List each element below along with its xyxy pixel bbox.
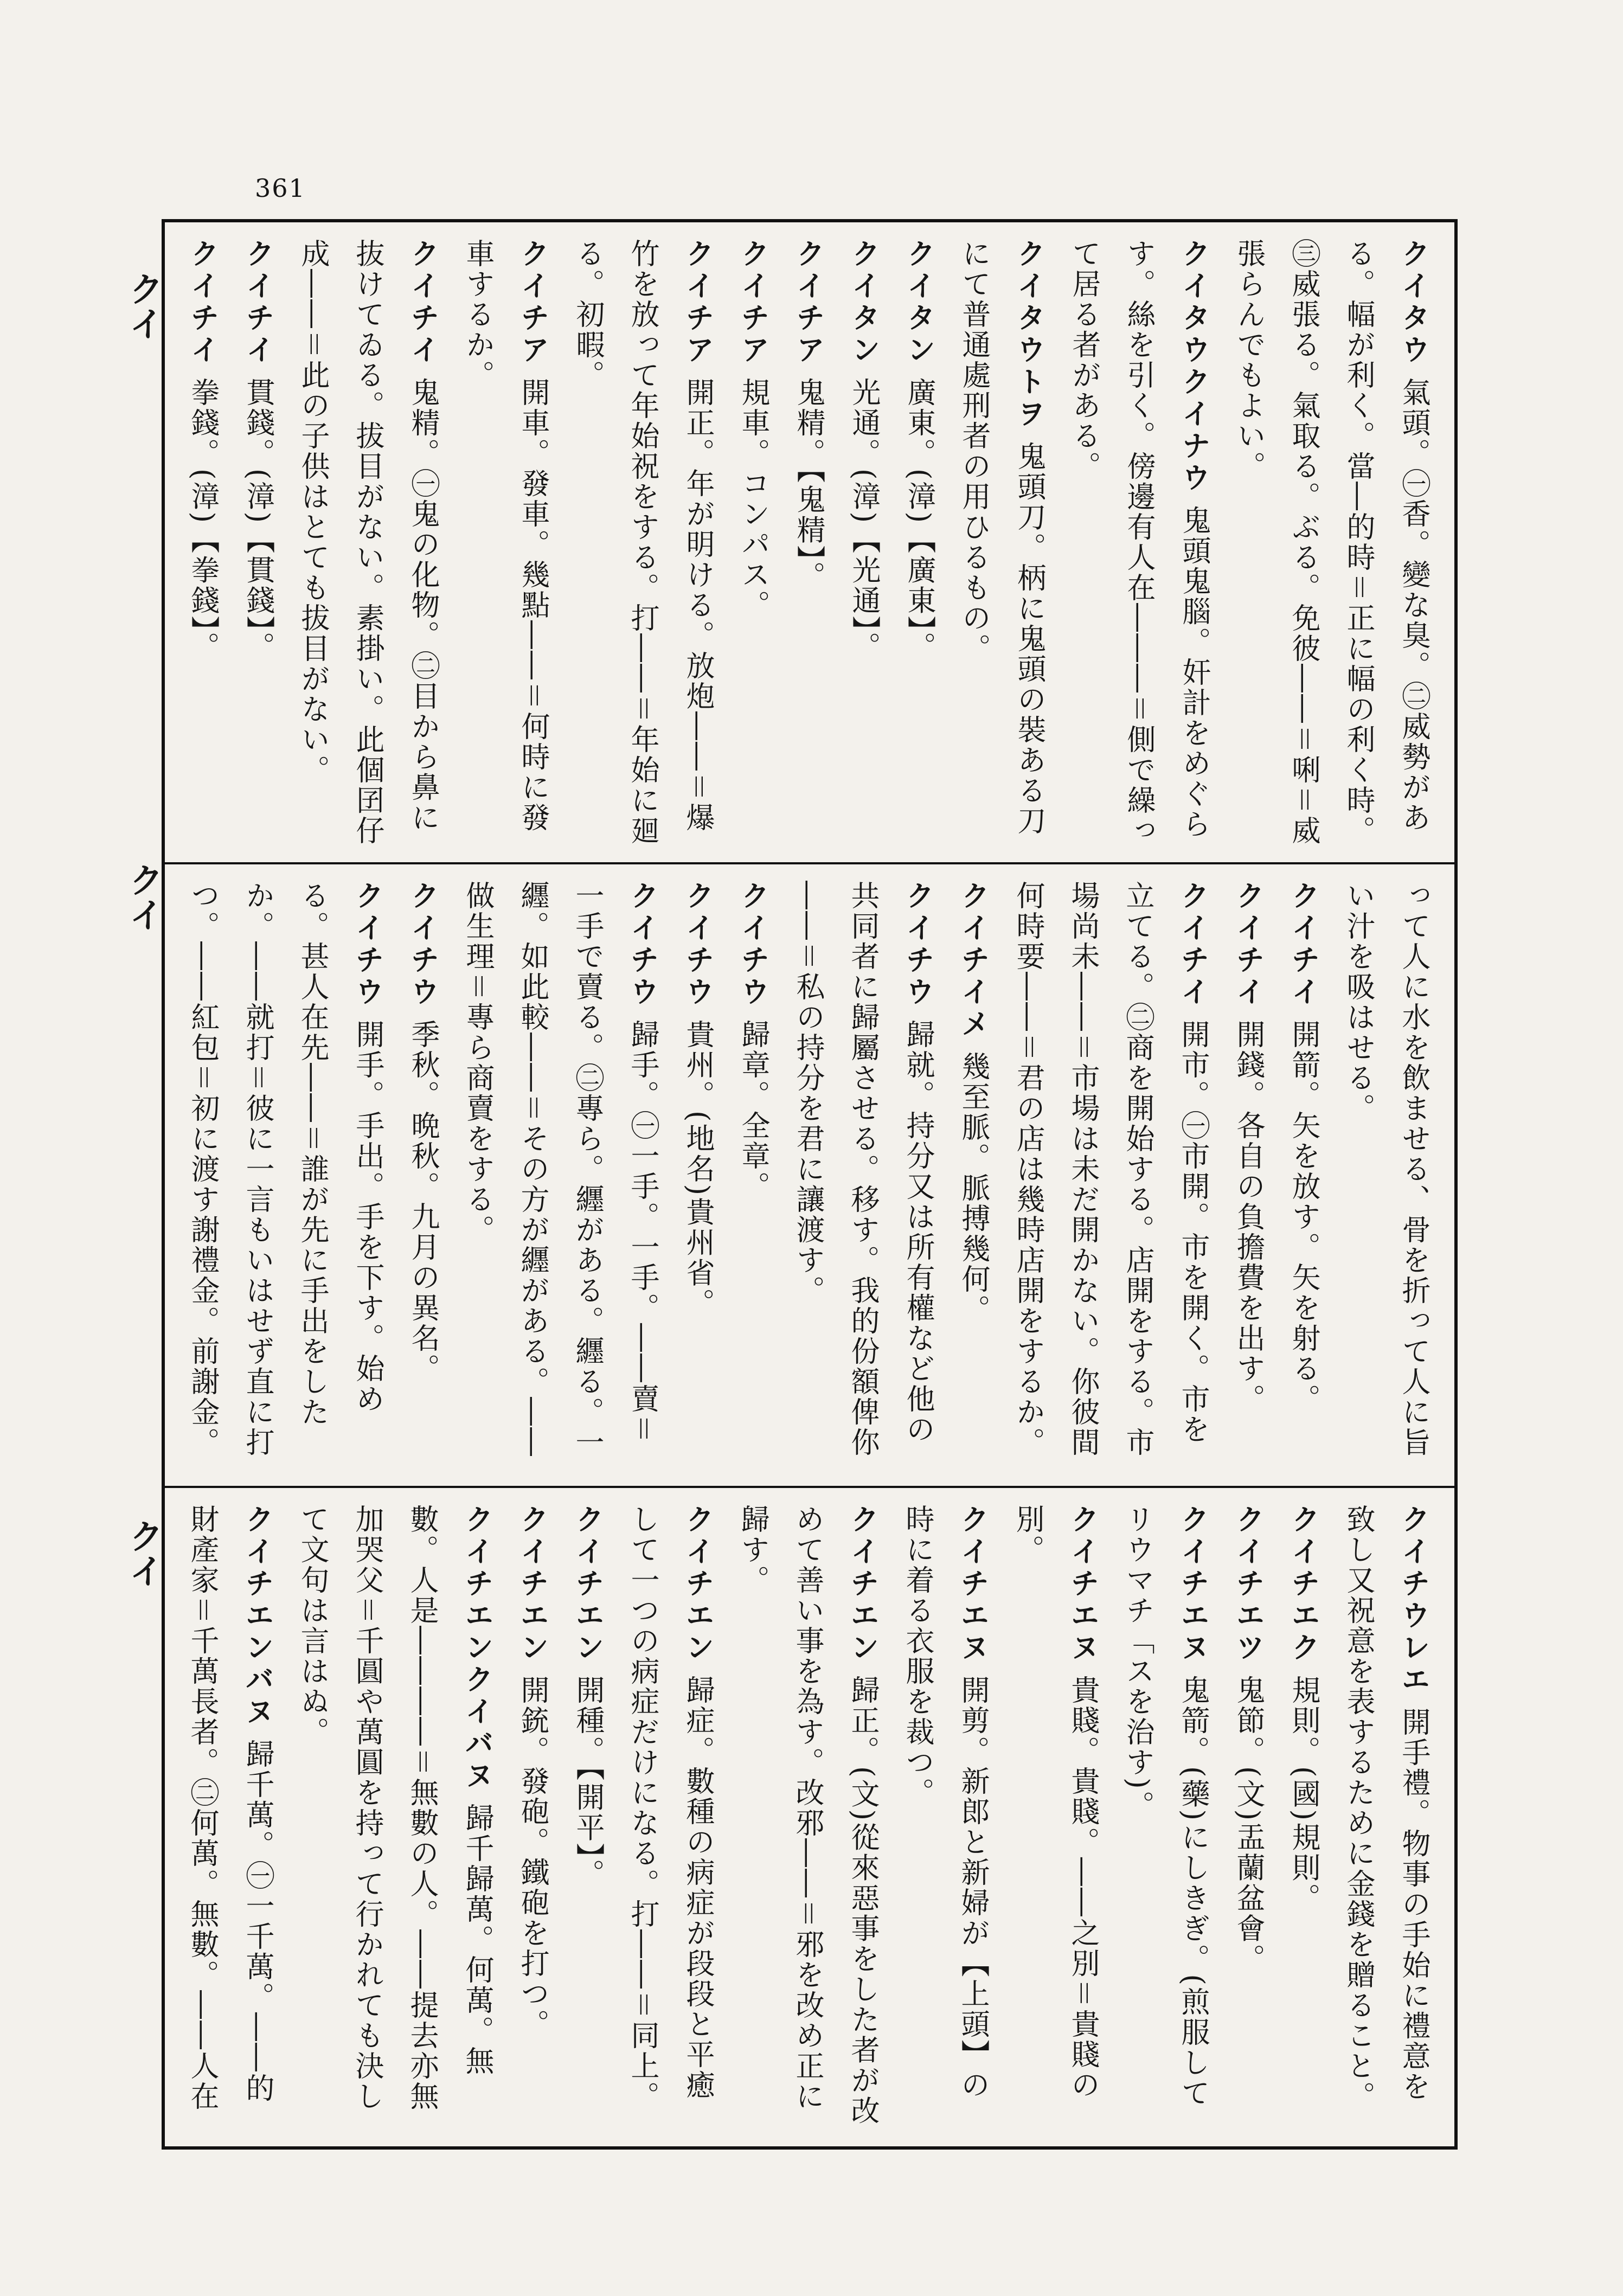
entry-definition: 規則。(國)規則。: [1287, 1675, 1320, 1914]
dictionary-entry: [947, 239, 1057, 846]
entry-headword: クイチア: [792, 239, 825, 367]
entry-definition: 開種。【開平】。: [572, 1675, 605, 1889]
entry-headword: クイチウ: [736, 881, 770, 1009]
entry-definition: 幾至脈。脈搏幾何。: [957, 1051, 990, 1325]
dictionary-entry: [560, 1504, 615, 2130]
entry-definition: 開手。手出。手を下す。始める。甚人在先――＝誰が先に手出をしたか。――就打＝彼に一言もいはせず直に打つ。――紅包＝初に渡す謝禮金。前謝金。: [187, 881, 384, 1458]
entry-definition: 鬼精。【鬼精】。: [792, 377, 825, 592]
dictionary-entry: [395, 881, 451, 1470]
entry-definition: 廣東。(漳)【廣東】。: [903, 377, 936, 662]
entry-headword: クイチウ: [681, 881, 715, 1009]
dictionary-entry: [781, 881, 946, 1470]
entry-headword: クイチエヌ: [1176, 1504, 1210, 1664]
entry-headword: クイチエン: [516, 1504, 549, 1664]
margin-head-lower: クイ: [123, 1518, 164, 1588]
entry-definition: 拳錢。(漳)【拳錢】。: [187, 377, 220, 662]
entry-headword: クイチイ: [1176, 881, 1210, 1009]
dictionary-entry: [451, 239, 561, 846]
entry-definition: 歸千萬。㊀一千萬。――的財產家＝千萬長者。㊁何萬。無數。――人在: [186, 1504, 274, 2112]
dictionary-entry: [781, 239, 836, 846]
entry-headword: クイチウレエ: [1397, 1504, 1430, 1696]
entry-headword: クイチエツ: [1231, 1504, 1265, 1664]
entry-headword: クイチウ: [626, 881, 659, 1009]
entry-headword: クイチエンバヌ: [241, 1504, 274, 1728]
dictionary-entry: [1221, 1504, 1276, 2130]
entry-definition: 氣頭。㊀香。變な臭。㊁威勢がある。幅が利く。當―的時＝正に幅の利く時。㊂威張る。氣取る。ぶる。免彼――＝唎＝威張らんでもよい。: [1233, 239, 1430, 846]
entry-definition: 鬼精。㊀鬼の化物。㊁目から鼻に抜けてゐる。拔目がない。素掛い。此個囝仔成――＝此の子供はとても拔目がない。: [297, 239, 440, 846]
dictionary-entry: [230, 239, 286, 846]
entry-headword: クイチエク: [1287, 1504, 1320, 1664]
entry-headword: クイチウ: [351, 881, 384, 1009]
dictionary-entry: [1111, 1504, 1221, 2130]
entry-headword: クイチウ: [901, 881, 935, 1009]
entry-headword: クイチア: [681, 239, 715, 367]
page-number: 361: [255, 174, 306, 203]
entry-definition: 鬼頭鬼腦。奸計をめぐらす。絲を引く。傍邊有人在―――＝側で繰って居る者がある。: [1068, 239, 1211, 846]
entry-headword: クイタン: [902, 239, 936, 367]
entry-headword: クイチイ: [241, 239, 275, 367]
entry-definition: 歸手。㊀一手。一手。――賣＝一手で賣る。㊁專ら。纒がある。纒る。一纒。如此較――＝その方が纒がある。――做生理＝專ら商賣をする。: [461, 881, 659, 1458]
dictionary-entry: [178, 239, 230, 846]
dictionary-entry: [451, 881, 670, 1470]
entry-definition: 規車。コンパス。: [737, 377, 770, 620]
entry-definition: 歸就。持分又は所有權など他の共同者に歸屬させる。移す。我的份額俾你――＝私の持分を君に讓渡す。: [792, 881, 935, 1458]
entry-headword: クイチイ: [1231, 881, 1265, 1009]
dictionary-entry: [726, 1504, 890, 2130]
entry-headword: クイチイ: [406, 239, 440, 367]
entry-definition: 貴賤。貴賤。――之別＝貴賤の別。: [1011, 1504, 1100, 2100]
entry-definition: 歸症。數種の病症が段段と平癒して一つの病症だけになる。打――＝同上。: [626, 1504, 715, 2112]
entry-headword: クイチエン: [846, 1504, 880, 1664]
dictionary-entry: [891, 239, 947, 846]
entry-definition: 歸正。(文)從來惡事をした者が改めて善い事を為す。改邪――＝邪を改め正に歸す。: [736, 1504, 880, 2126]
tier-columns: [178, 239, 1441, 846]
dictionary-entry: [1331, 881, 1441, 1470]
entry-definition: って人に水を飲ませる、骨を折って人に旨い汁を吸はせる。: [1342, 881, 1430, 1458]
dictionary-entry: [946, 881, 1001, 1470]
entry-definition: 開箭。矢を放す。矢を射る。: [1287, 1019, 1320, 1414]
dictionary-entry: [1057, 239, 1222, 846]
entry-definition: 開車。發車。幾點――＝何時に發車するか。: [461, 239, 550, 833]
dictionary-frame: [162, 219, 1458, 2150]
entry-definition: 開錢。各自の負擔費を出す。: [1232, 1019, 1265, 1414]
entry-headword: クイチエヌ: [1066, 1504, 1100, 1664]
margin-head-upper: クイ: [123, 271, 164, 341]
dictionary-entry: [726, 239, 781, 846]
dictionary-entry: [1221, 881, 1276, 1470]
dictionary-entry: [670, 881, 726, 1470]
entry-headword: クイタウクイナウ: [1177, 239, 1211, 495]
entry-headword: クイチエヌ: [956, 1504, 990, 1664]
dictionary-entry: [1000, 1504, 1111, 2130]
entry-headword: クイタン: [847, 239, 881, 367]
upper-tier: [165, 222, 1454, 862]
entry-definition: 歸千歸萬。何萬。無數。人是――――＝無數の人。――提去亦無加哭父＝千圓や萬圓を持って行かれても決して文句は言はぬ。: [296, 1504, 494, 2112]
middle-tier: [165, 862, 1454, 1486]
dictionary-entry: [178, 881, 395, 1470]
dictionary-entry: [1276, 1504, 1331, 2130]
entry-headword: クイチア: [736, 239, 770, 367]
entry-headword: クイチエン: [681, 1504, 715, 1664]
dictionary-entry: [890, 1504, 1000, 2130]
entry-headword: クイチア: [516, 239, 550, 367]
entry-definition: 開正。年が明ける。放炮――＝爆竹を放って年始祝をする。打――＝年始に廻る。初暇。: [572, 239, 715, 846]
entry-definition: 光通。(漳)【光通】。: [848, 377, 881, 662]
entry-definition: 開市。㊀市開。市を開く。市を立てる。㊁商を開始する。店開をする。市場尚未――＝市場は未だ開かない。你彼間何時要――＝君の店は幾時店開をするか。: [1012, 881, 1210, 1458]
entry-definition: 鬼節。(文)盂蘭盆會。: [1232, 1675, 1265, 1974]
dictionary-entry: [1331, 1504, 1441, 2130]
dictionary-entry: [561, 239, 726, 846]
dictionary-entry: [615, 1504, 726, 2130]
dictionary-entry: [285, 1504, 505, 2130]
entry-definition: 鬼箭。(藥)にしきぎ。(煎服してリウマチ「スを治す)。: [1121, 1504, 1210, 2108]
entry-definition: 鬼頭刀。柄に鬼頭の裝ある刀にて普通處刑者の用ひるもの。: [958, 239, 1046, 836]
entry-headword: クイチウ: [406, 881, 440, 1009]
entry-headword: クイタウトヲ: [1012, 239, 1046, 431]
dictionary-entry: [1001, 881, 1221, 1470]
entry-definition: 開手禮。物事の手始に禮意を致し又祝意を表するために金錢を贈ること。: [1342, 1504, 1430, 2112]
entry-definition: 開剪。新郎と新婦が【上頭】の時に着る衣服を裁つ。: [901, 1504, 990, 2100]
dictionary-entry: [178, 1504, 285, 2130]
entry-headword: クイチエン: [571, 1504, 605, 1664]
tier-columns: [178, 1504, 1441, 2130]
entry-definition: 歸章。全章。: [737, 1019, 770, 1202]
dictionary-entry: [836, 239, 891, 846]
entry-headword: クイチイメ: [957, 881, 990, 1041]
entry-definition: 貫錢。(漳)【貫錢】。: [242, 377, 275, 662]
lower-tier: [165, 1486, 1454, 2146]
entry-headword: クイタウ: [1397, 239, 1430, 367]
entry-headword: クイチイ: [1287, 881, 1320, 1009]
dictionary-entry: [726, 881, 781, 1470]
dictionary-entry: [1276, 881, 1331, 1470]
dictionary-entry: [1222, 239, 1441, 846]
entry-definition: 開銃。發砲。鐵砲を打つ。: [516, 1675, 549, 2040]
margin-head-middle: クイ: [123, 862, 164, 932]
dictionary-entry: [505, 1504, 560, 2130]
tier-columns: [178, 881, 1441, 1470]
dictionary-entry: [286, 239, 451, 846]
entry-definition: 季秋。晩秋。九月の異名。: [407, 1019, 440, 1384]
entry-headword: クイチイ: [186, 239, 220, 367]
entry-headword: クイチエンクイバヌ: [460, 1504, 494, 1792]
entry-definition: 貴州。(地名)貴州省。: [682, 1019, 715, 1319]
